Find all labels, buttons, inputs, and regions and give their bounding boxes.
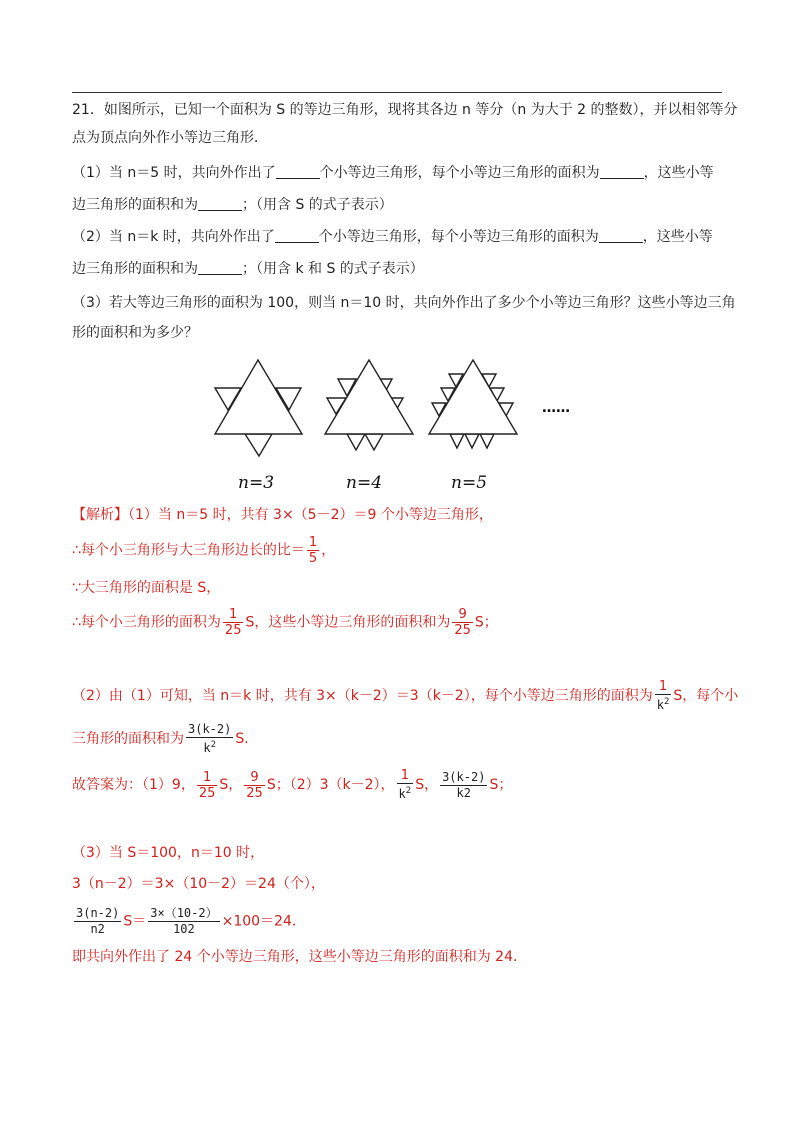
top-rule xyxy=(72,92,722,93)
part-3-line-3: $\frac{3(n-2)}{n2}$ S＝ $\frac{3\times(10-2)}{102}$ ×100＝24． xyxy=(76,906,306,936)
question-3-line-2: 形的面积和为多少？ xyxy=(72,325,198,341)
figure-n3 xyxy=(215,360,302,456)
fraction: $\frac{3(n-2)}{n2}$ xyxy=(76,906,120,936)
figure-label-n4: n=4 xyxy=(346,473,383,493)
figure-label-n3: n=3 xyxy=(238,473,275,493)
fraction: $\frac{1}{k^2}$ xyxy=(398,768,412,801)
figure-label-n5: n=5 xyxy=(451,473,488,493)
part-3-conclusion: 即共向外作出了 24 个小等边三角形，这些小等边三角形的面积和为 24． xyxy=(72,949,527,965)
fraction: $\frac{9}{25}$ xyxy=(246,769,263,801)
problem-line-2: 点为顶点向外作小等边三角形． xyxy=(72,130,268,146)
question-2-line-1: （2）当 n＝k 时，共向外作出了 个小等边三角形，每个小等边三角形的面积为 ，这些小等 xyxy=(72,229,713,245)
fraction: $\frac{1}{k^2}$ xyxy=(656,679,670,712)
part-2-line-2: 三角形的面积和为 $\frac{3(k-2)}{k^2}$ S． xyxy=(72,722,259,755)
fraction: $\frac{1}{25}$ xyxy=(198,769,216,801)
solution-line-2: ∴每个小三角形与大三角形边长的比＝ $\frac{1}{5}$ ， xyxy=(72,535,336,566)
problem-line-1: 21．如图所示，已知一个面积为 S 的等边三角形，现将其各边 n 等分（n 为大于 2 的整数），并以相邻等分 xyxy=(72,102,738,118)
fraction: $\frac{1}{5}$ xyxy=(308,535,318,566)
figure-n4 xyxy=(325,360,413,450)
question-3-line-1: （3）若大等边三角形的面积为 100，则当 n＝10 时，共向外作出了多少个小等边三角形？这些小等边三角 xyxy=(72,295,736,311)
figure-n5 xyxy=(429,360,517,448)
answer-blank xyxy=(276,164,320,179)
fraction: $\frac{3(k-2)}{k^2}$ xyxy=(188,722,232,755)
answer-blank xyxy=(599,228,643,243)
question-2-line-2: 边三角形的面积和为 ；（用含 k 和 S 的式子表示） xyxy=(72,261,424,277)
fraction: $\frac{3(k-2)}{k2}$ xyxy=(442,769,486,800)
solution-line-1: 【解析】（1）当 n＝5 时，共有 3×（5－2）＝9 个小等边三角形， xyxy=(72,507,493,523)
figure-ellipsis: …… xyxy=(542,400,570,416)
part-2-line-1: （2）由（1）可知，当 n＝k 时，共有 3×（k－2）＝3（k－2），每个小等边三角形的面积为 $\frac{1}{k^2}$ S，每个小 xyxy=(72,679,739,712)
answer-blank xyxy=(600,164,644,179)
question-1-line-2: 边三角形的面积和为 ；（用含 S 的式子表示） xyxy=(72,197,393,213)
solution-line-4: ∴每个小三角形的面积为 $\frac{1}{25}$ S，这些小等边三角形的面积和为 $\frac{9}{25}$ S； xyxy=(72,607,498,638)
triangle-figure xyxy=(205,350,605,495)
question-1-line-1: （1）当 n＝5 时，共向外作出了 个小等边三角形，每个小等边三角形的面积为 ，这些小等 xyxy=(72,165,714,181)
answer-blank xyxy=(198,260,242,275)
part-3-line-1: （3）当 S＝100，n＝10 时， xyxy=(72,845,265,861)
fraction: $\frac{3\times(10-2)}{102}$ xyxy=(150,906,218,936)
fraction: $\frac{1}{25}$ xyxy=(224,607,242,638)
answer-blank xyxy=(275,228,319,243)
solution-line-3: ∵大三角形的面积是 S， xyxy=(72,580,221,596)
part-3-line-2: 3（n－2）＝3×（10－2）＝24（个）， xyxy=(72,876,325,892)
fraction: $\frac{9}{25}$ xyxy=(454,607,471,638)
answer-blank xyxy=(198,196,242,211)
answer-summary-line: 故答案为：（1）9， $\frac{1}{25}$ S， $\frac{9}{25}$ S；（2）3（k－2）， $\frac{1}{k^2}$ S， $\frac{3(k-2)}{k2}$ S； xyxy=(72,768,513,801)
